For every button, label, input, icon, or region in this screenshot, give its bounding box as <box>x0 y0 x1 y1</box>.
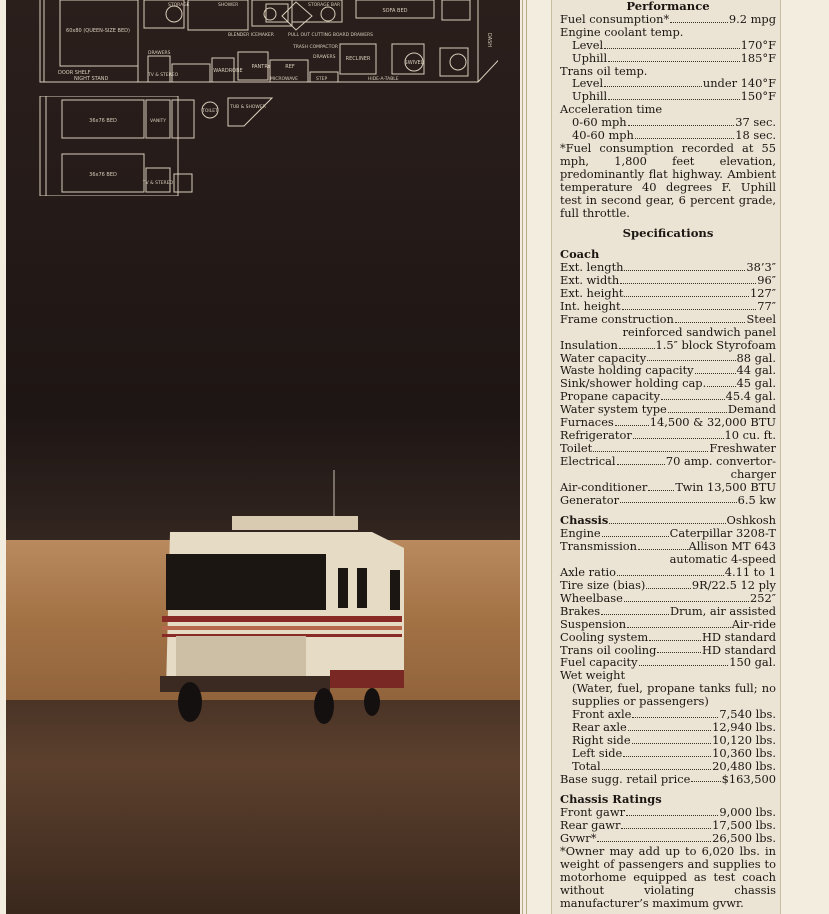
bed-label-lower: 36x76 BED <box>89 172 117 178</box>
spec-row <box>560 300 776 313</box>
tv-stereo-label-2: TV & STEREO <box>142 181 174 186</box>
weight-label: Total <box>572 758 601 773</box>
bed-label-upper: 36x76 BED <box>89 118 117 124</box>
spec-value: 4.11 to 1 <box>724 565 776 580</box>
blender-icemaker-label: BLENDER ICEMAKER <box>228 33 274 38</box>
spec-label: Brakes <box>560 603 601 618</box>
spec-label: Engine <box>560 526 601 541</box>
spec-value: 44 gal. <box>736 363 776 378</box>
performance-heading: Performance <box>626 0 710 13</box>
trash-compactor-label: TRASH COMPACTOR <box>293 45 338 50</box>
spec-row <box>560 339 776 352</box>
queen-bed-label: 60x80 (QUEEN-SIZE BED) <box>66 28 130 34</box>
weight-row <box>560 747 776 760</box>
drawers-label-2: DRAWERS <box>313 55 336 60</box>
cutting-board-label: PULL OUT CUTTING BOARD DRAWERS <box>288 33 374 38</box>
spec-value: 252″ <box>750 590 776 605</box>
spec-label: Axle ratio <box>560 565 616 580</box>
coolant-level-label: Level <box>572 37 604 52</box>
spec-value: 1.5″ block Styrofoam <box>655 337 776 352</box>
accel-0-60-label: 0-60 mph <box>572 115 627 130</box>
spec-label: Generator <box>560 492 620 507</box>
spec-text-column <box>560 0 776 910</box>
coach-heading: Coach <box>560 247 600 262</box>
sofa-bed-label: SOFA BED <box>382 8 408 14</box>
spec-value: 127″ <box>750 286 776 301</box>
spec-value: 77″ <box>757 298 776 313</box>
spec-label: Cooling system <box>560 629 649 644</box>
microwave-label: MICROWAVE <box>270 77 298 82</box>
spec-row <box>560 313 776 326</box>
vanity-label: VANITY <box>149 119 167 124</box>
spec-value: Twin 13,500 BTU <box>675 479 776 494</box>
trans-oil-temp-label: Trans oil temp. <box>560 63 648 78</box>
storage-label: STORAGE <box>168 3 190 8</box>
accel-40-60-label: 40-60 mph <box>572 128 634 143</box>
spec-value: Steel <box>746 311 776 326</box>
coach-rows-1 <box>560 261 776 326</box>
weight-label: Right side <box>572 732 631 747</box>
spec-value: HD standard <box>701 629 776 644</box>
spec-label: Insulation <box>560 337 618 352</box>
spec-value: Drum, air assisted <box>669 603 776 618</box>
toilet-label: TOILET <box>202 109 218 114</box>
rating-value: 26,500 lbs. <box>712 831 776 846</box>
recliner-label: RECLINER <box>345 56 371 62</box>
spec-label: Wheelbase <box>560 590 623 605</box>
acceleration-label: Acceleration time <box>560 102 663 117</box>
spec-label: Ext. width <box>560 273 620 288</box>
rating-label: Gvwr* <box>560 831 597 846</box>
shower-label: SHOWER <box>218 3 239 8</box>
chassis-ratings-heading: Chassis Ratings <box>560 792 662 807</box>
spec-value: 9R/22.5 12 ply <box>691 577 776 592</box>
fuel-consumption-row <box>560 13 776 26</box>
spec-label: Electrical <box>560 453 616 468</box>
step-label: STEP <box>316 77 328 82</box>
trans-uphill-label: Uphill <box>572 89 608 104</box>
trans-level-value: under 140°F <box>702 76 776 91</box>
accel-0-60-value: 37 sec. <box>735 115 776 130</box>
page-gutter-line-2 <box>526 0 527 914</box>
spec-value: HD standard <box>701 642 776 657</box>
swivel-label: SWIVEL <box>404 60 424 66</box>
electrical-cont: charger <box>730 466 776 481</box>
spec-label: Fuel capacity <box>560 655 638 670</box>
motorhome-illustration <box>152 470 408 732</box>
spec-value: Caterpillar 3208-T <box>669 526 776 541</box>
base-price-row <box>560 773 776 786</box>
spec-value: 6.5 kw <box>737 492 776 507</box>
spec-value: 88 gal. <box>736 350 776 365</box>
spec-value: Air-ride <box>731 616 776 631</box>
specifications-heading: Specifications <box>622 226 714 241</box>
spec-row <box>560 618 776 631</box>
spec-value: 96″ <box>757 273 776 288</box>
spec-label: Furnaces <box>560 415 614 430</box>
spec-row <box>560 287 776 300</box>
trans-uphill-value: 150°F <box>740 89 776 104</box>
weight-value: 10,120 lbs. <box>712 732 776 747</box>
tub-shower-label: TUB & SHOWER <box>230 105 266 110</box>
coolant-uphill-label: Uphill <box>572 50 608 65</box>
ref-label: REF <box>285 64 295 70</box>
frame-construction-cont: reinforced sandwich panel <box>622 324 776 339</box>
weight-value: 10,360 lbs. <box>712 745 776 760</box>
fuel-consumption-value: 9.2 mpg <box>728 11 776 26</box>
spec-value: 14,500 & 32,000 BTU <box>649 415 776 430</box>
weight-value: 12,940 lbs. <box>712 719 776 734</box>
trans-level-label: Level <box>572 76 604 91</box>
spec-value: 10 cu. ft. <box>724 428 776 442</box>
spec-label: Sink/shower holding cap. <box>560 376 707 391</box>
weight-value: 7,540 lbs. <box>719 707 776 722</box>
base-price-label: Base sugg. retail price <box>560 771 691 786</box>
wet-weight-note: (Water, fuel, propane tanks full; no supplies or passengers) <box>572 681 776 709</box>
spec-row <box>560 631 776 644</box>
spec-label: Water capacity <box>560 350 647 365</box>
ratings-footnote: *Owner may add up to 6,020 lbs. in weight of passengers and supplies to motorhome equipped as test coach without violating chassis manufacturer’s maximum gvwr. <box>560 844 776 910</box>
coolant-uphill-row <box>560 52 776 65</box>
spec-label: Trans oil cooling <box>560 642 657 657</box>
tv-stereo-label: TV & STEREO <box>148 73 179 78</box>
rating-value: 17,500 lbs. <box>712 818 776 833</box>
spec-label: Ext. length <box>560 260 624 275</box>
spec-value: 70 amp. convertor- <box>665 453 776 468</box>
spec-label: Transmission <box>560 539 637 554</box>
spec-row <box>560 481 776 494</box>
spec-row <box>560 455 776 468</box>
chassis-value: Oshkosh <box>726 513 776 528</box>
rating-label: Rear gawr <box>560 818 621 833</box>
spec-label: Int. height <box>560 298 621 313</box>
coolant-level-row <box>560 39 776 52</box>
spec-label: Waste holding capacity <box>560 363 694 378</box>
spec-value: 45 gal. <box>736 376 776 391</box>
night-stand-label: NIGHT STAND <box>74 76 109 82</box>
door-shelf-label: DOOR SHELF <box>58 70 91 76</box>
page-gutter-line <box>522 0 523 914</box>
base-price-value: $163,500 <box>721 771 776 786</box>
coolant-level-value: 170°F <box>740 37 776 52</box>
spec-label: Refrigerator <box>560 428 632 442</box>
storage-bar-label: STORAGE BAR <box>308 3 341 8</box>
motorhome-photo <box>6 0 520 914</box>
weight-row <box>560 721 776 734</box>
rating-value: 9,000 lbs. <box>719 805 776 820</box>
spec-row <box>560 429 776 442</box>
spec-label: Suspension <box>560 616 627 631</box>
weight-label: Rear axle <box>572 719 627 734</box>
spec-label: Water system type <box>560 402 667 417</box>
spec-label: Frame construction <box>560 311 674 326</box>
weight-label: Left side <box>572 745 623 760</box>
wet-weight-label: Wet weight <box>560 668 626 683</box>
weight-row <box>560 708 776 721</box>
spec-row <box>560 592 776 605</box>
spec-row <box>560 442 776 455</box>
spec-row <box>560 605 776 618</box>
spec-row <box>560 494 776 507</box>
spec-value: 45.4 gal. <box>725 389 776 404</box>
coolant-temp-label: Engine coolant temp. <box>560 24 684 39</box>
coach-rows-2 <box>560 339 776 468</box>
fuel-consumption-label: Fuel consumption* <box>560 11 670 26</box>
accel-40-60-value: 18 sec. <box>735 128 776 143</box>
transmission-cont: automatic 4-speed <box>669 552 776 567</box>
spec-value: 38’3″ <box>746 260 776 275</box>
spec-label: Tire size (bias) <box>560 577 646 592</box>
floorplan-main-diagram <box>38 0 498 86</box>
desert-ground <box>6 700 520 914</box>
spec-value: Demand <box>727 402 776 417</box>
weight-row <box>560 760 776 773</box>
drawers-label: DRAWERS <box>148 51 171 56</box>
wardrobe-label: WARDROBE <box>213 68 243 74</box>
weight-label: Front axle <box>572 707 632 722</box>
coolant-uphill-value: 185°F <box>740 50 776 65</box>
rating-label: Front gawr <box>560 805 626 820</box>
spec-label: Propane capacity <box>560 389 661 404</box>
spec-value: 150 gal. <box>729 655 776 670</box>
weight-row <box>560 734 776 747</box>
spec-label: Ext. height <box>560 286 624 301</box>
spec-row <box>560 579 776 592</box>
weight-value: 20,480 lbs. <box>712 758 776 773</box>
performance-footnote: *Fuel consumption recorded at 55 mph, 1,800 feet elevation, predominantly flat highway. Ambient temperature 40 degrees F. Uphill test in second gear, 6 percent grade, full throttle. <box>560 140 776 220</box>
spec-value: Allison MT 643 <box>688 539 776 554</box>
spec-label: Air-conditioner <box>560 479 648 494</box>
pantry-label: PANTRY <box>251 64 271 70</box>
chassis-heading: Chassis <box>560 513 609 528</box>
spec-value: Freshwater <box>709 440 776 455</box>
hide-a-table-label: HIDE-A-TABLE <box>368 77 399 82</box>
spec-label: Toilet <box>560 440 593 455</box>
dash-label: DASH <box>486 32 492 48</box>
floorplan-rear-diagram <box>38 96 278 196</box>
